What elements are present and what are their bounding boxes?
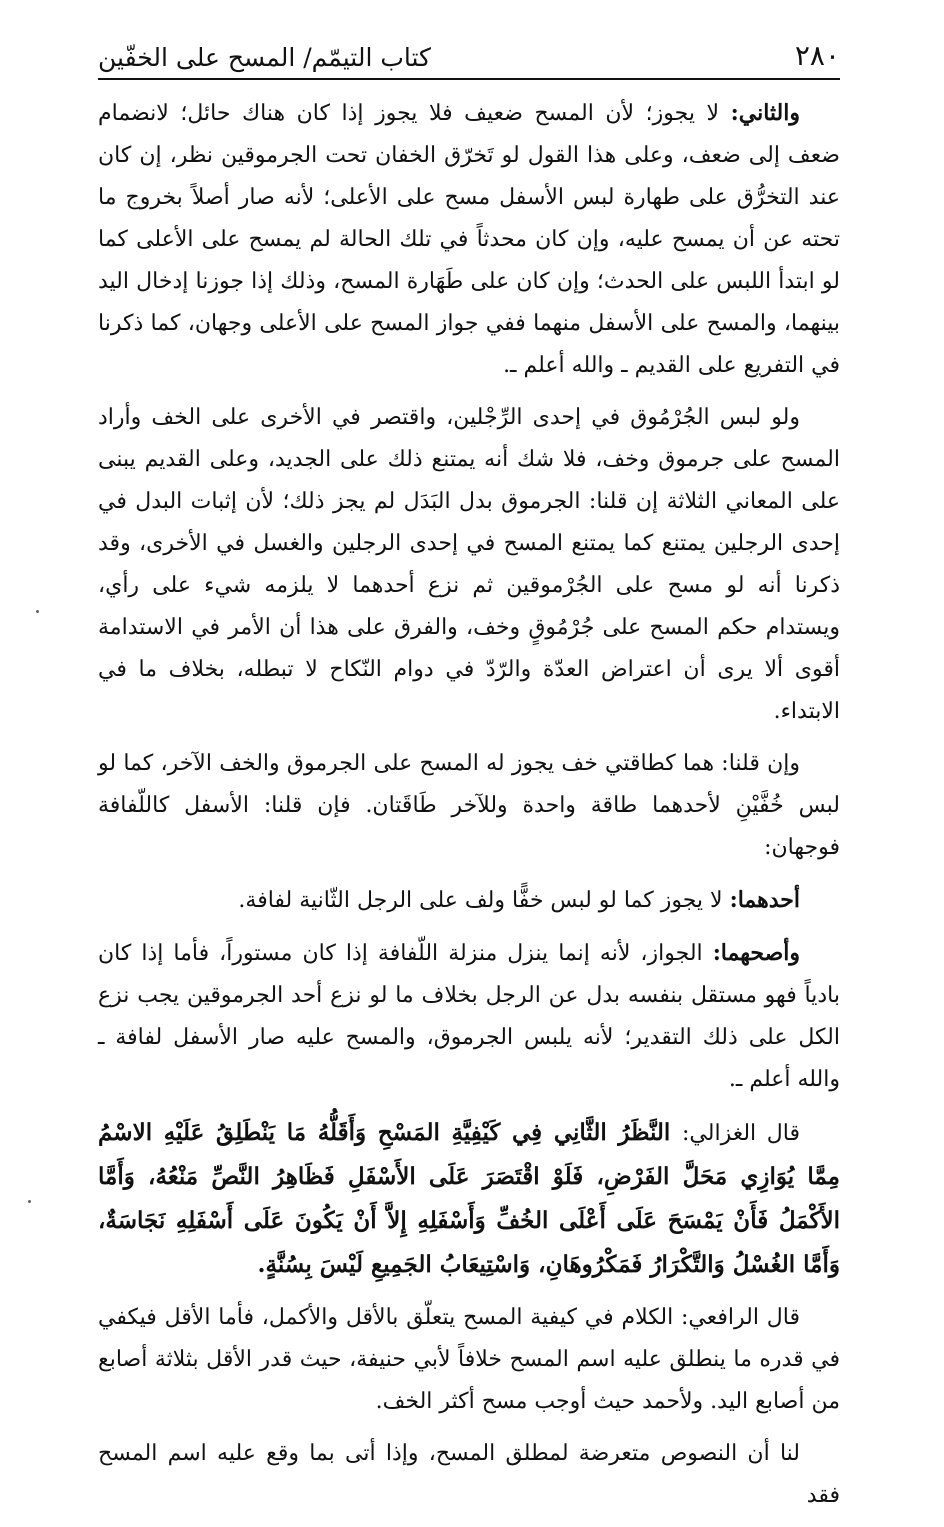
page-body [98,92,840,1527]
paragraph-text: لا يجوز كما لو لبس خفًّا ولف على الرجل الثّانية لفافة. [238,888,730,913]
paragraph-lead: قال الغزالي: [682,1121,800,1146]
paragraph-sounder-view [98,932,840,1101]
paragraph-lead: والثاني: [730,100,800,126]
page-number: ٢٨٠ [794,39,840,72]
matn-quote: النَّظَرُ الثَّانِي فِي كَيْفِيَّةِ المَسْحِ وَأَقَلُّهُ مَا يَنْطَلِقُ عَلَيْهِ الاسْمُ مِمَّا يُوَازِي مَحَلَّ الفَرْضِ، فَلَوْ اقْتَصَرَ عَلَى الأَسْفَلِ فَظَاهِرُ النَّصِّ مَنْعُهُ، وَأَمَّا الأَكْمَلُ فَأَنْ يَمْسَحَ عَلَى أَعْلَى الخُفِّ وَأَسْفَلِهِ إِلاَّ أَنْ يَكُونَ عَلَى أَسْفَلِهِ نَجَاسَةٌ، وَأَمَّا الغُسْلُ وَالتَّكْرَارُ فَمَكْرُوهَانِ، وَاسْتِيعَابُ الجَمِيعِ لَيْسَ بِسُنَّةٍ. [98,1119,840,1278]
paragraph-rafii-commentary [98,1297,840,1423]
scan-speck [28,1200,31,1203]
chapter-title: كتاب التيمّم/ المسح على الخفّين [98,43,431,72]
header-divider [98,78,840,80]
paragraph-lead: وأصحهما: [712,940,800,966]
paragraph-lead: أحدهما: [729,887,800,913]
paragraph-text: لنا أن النصوص متعرضة لمطلق المسح، وإذا أتى بما وقع عليه اسم المسح فقد [98,1441,840,1508]
paragraph-text: لا يجوز؛ لأن المسح ضعيف فلا يجوز إذا كان هناك حائل؛ لانضمام ضعف إلى ضعف، وعلى هذا القول لو تَخرّق الخفان تحت الجرموقين نظر، إن كان عند التخرُّق على طهارة لبس الأسفل مسح على الأعلى؛ لأنه صار أصلاً بخروج ما تحته عن أن يمسح عليه، وإن كان محدثاً في تلك الحالة لم يمسح على الأعلى كما لو ابتدأ اللبس على الحدث؛ وإن كان على طَهَارة المسح، وذلك إذا جوزنا إدخال اليد بينهما، والمسح على الأسفل منهما ففي جواز المسح على الأعلى وجهان، كما ذكرنا في التفريع على القديم ـ والله أعلم ـ. [98,101,840,378]
paragraph-if-we-said [98,743,840,869]
paragraph-text: ولو لبس الجُرْمُوق في إحدى الرِّجْلين، واقتصر في الأخرى على الخف وأراد المسح على جرموق وخف، فلا شك أنه يمتنع ذلك على الجديد، وعلى القديم يبنى على المعاني الثلاثة إن قلنا: الجرموق بدل البَدَل لم يجز ذلك؛ لأن إثبات البدل في إحدى الرجلين يمتنع كما يمتنع المسح في إحدى الرجلين والغسل في الأخرى، وقد ذكرنا أنه لو مسح على الجُرْموقين ثم نزع أحدهما لا يلزمه شيء على رأي، ويستدام حكم المسح على جُرْمُوقٍ وخف، والفرق على هذا أن الأمر في الاستدامة أقوى ألا يرى أن اعتراض العدّة والرّدّ في دوام النّكاح لا تبطله، بخلاف ما في الابتداء. [98,405,840,724]
paragraph-ghazali-quote [98,1111,840,1287]
paragraph-jurmuq [98,397,840,733]
running-header [98,30,840,70]
scan-speck [36,610,39,613]
paragraph-text: وإن قلنا: هما كطاقتي خف يجوز له المسح على الجرموق والخف الآخر، كما لو لبس خُفَّيْنِ لأحدهما طاقة واحدة وللآخر طَاقَتان. فإن قلنا: الأسفل كاللّفافة فوجهان: [98,751,840,860]
paragraph-continuation [98,1433,840,1517]
paragraph-second-view [98,92,840,387]
paragraph-first-view [98,879,840,922]
paragraph-text: قال الرافعي: الكلام في كيفية المسح يتعلّق بالأقل والأكمل، فأما الأقل فيكفي في قدره ما ينطلق عليه اسم المسح خلافاً لأبي حنيفة، حيث قدر الأقل بثلاثة أصابع من أصابع اليد. ولأحمد حيث أوجب مسح أكثر الخف. [98,1305,840,1414]
paragraph-text: الجواز، لأنه إنما ينزل منزلة اللّفافة إذا كان مستوراً، فأما إذا كان بادياً فهو مستقل بنفسه بدل عن الرجل بخلاف ما لو نزع أحد الجرموقين يجب نزع الكل على ذلك التقدير؛ لأنه يلبس الجرموق، والمسح عليه صار الأسفل لفافة ـ والله أعلم ـ. [98,941,840,1092]
